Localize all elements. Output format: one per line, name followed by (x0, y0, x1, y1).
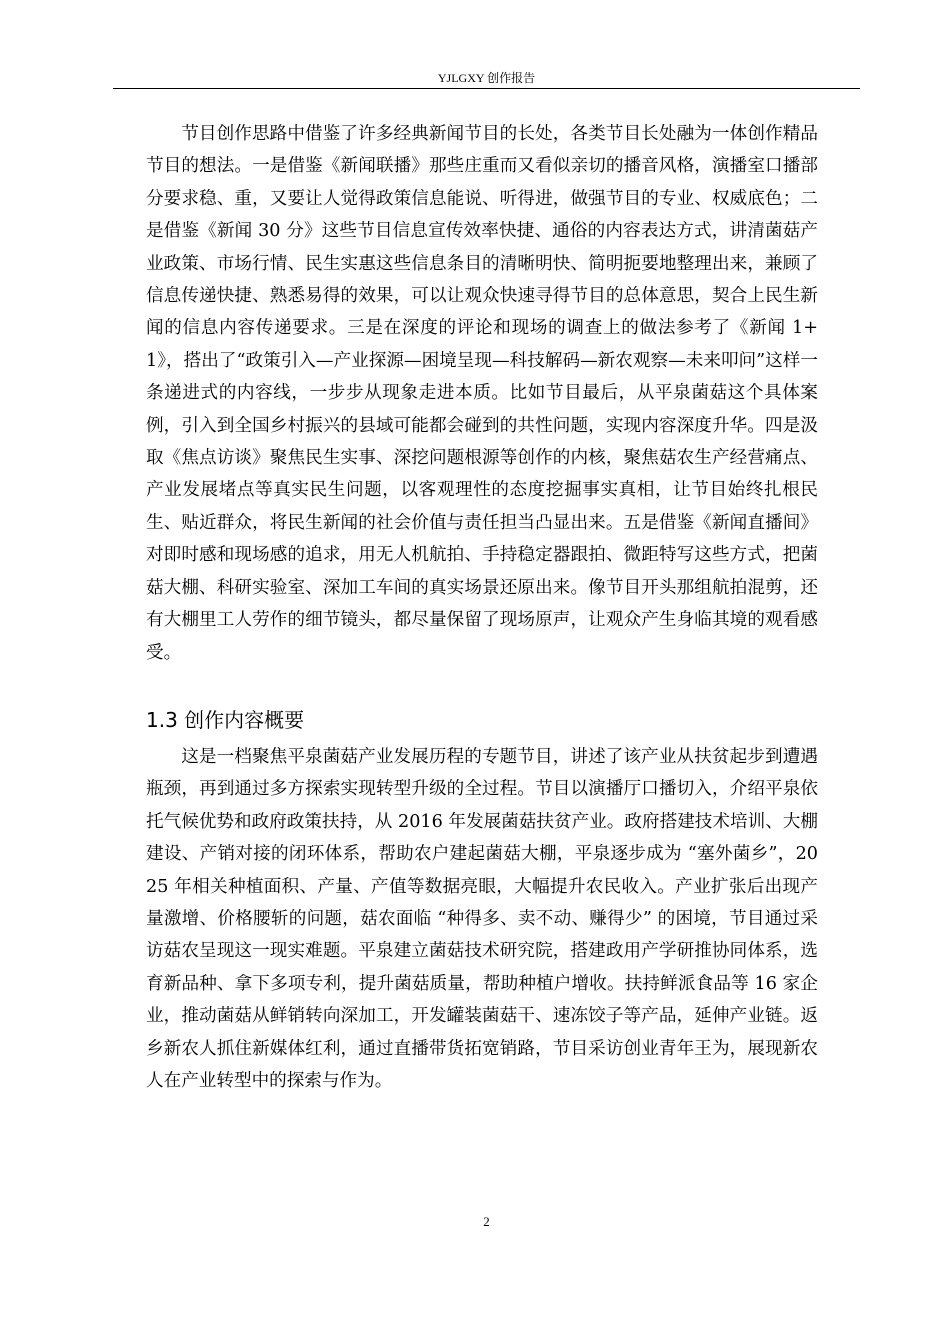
document-body (146, 118, 818, 1097)
page-header: YJLGXY 创作报告 (437, 71, 536, 85)
header-divider (113, 88, 860, 89)
paragraph-creative-approach: 节目创作思路中借鉴了许多经典新闻节目的长处，各类节目长处融为一体创作精品节目的想法。一是借鉴《新闻联播》那些庄重而又看似亲切的播音风格，演播室口播部分要求稳、重，又要让人觉得政策信息能说、听得进，做强节目的专业、权威底色；二是借鉴《新闻 30 分》这些节目信息宣传效率快捷、通俗的内容表达方式，讲清菌菇产业政策、市场行情、民生实惠这些信息条目的清晰明快、简明扼要地整理出来，兼顾了信息传递快捷、熟悉易得的效果，可以让观众快速寻得节目的总体意思，契合上民生新闻的信息内容传递要求。三是在深度的评论和现场的调查上的做法参考了《新闻 1+1》，搭出了“政策引入—产业探源—困境呈现—科技解码—新农观察—未来叩问”这样一条递进式的内容线，一步步从现象走进本质。比如节目最后，从平泉菌菇这个具体案例，引入到全国乡村振兴的县域可能都会碰到的共性问题，实现内容深度升华。四是汲取《焦点访谈》聚焦民生实事、深挖问题根源等创作的内核，聚焦菇农生产经营痛点、产业发展堵点等真实民生问题，以客观理性的态度挖掘事实真相，让节目始终扎根民生、贴近群众，将民生新闻的社会价值与责任担当凸显出来。五是借鉴《新闻直播间》对即时感和现场感的追求，用无人机航拍、手持稳定器跟拍、微距特写这些方式，把菌菇大棚、科研实验室、深加工车间的真实场景还原出来。像节目开头那组航拍混剪，还有大棚里工人劳作的细节镜头，都尽量保留了现场原声，让观众产生身临其境的观看感受。 (146, 124, 818, 663)
section-heading: 1.3 创作内容概要 (146, 707, 305, 732)
paragraph-content-summary: 这是一档聚焦平泉菌菇产业发展历程的专题节目，讲述了该产业从扶贫起步到遭遇瓶颈，再到通过多方探索实现转型升级的全过程。节目以演播厅口播切入，介绍平泉依托气候优势和政府政策扶持，从 2016 年发展菌菇扶贫产业。政府搭建技术培训、大棚建设、产销对接的闭环体系，帮助农户建起菌菇大棚，平泉逐步成为 “塞外菌乡”，2025 年相关种植面积、产量、产值等数据亮眼，大幅提升农民收入。产业扩张后出现产量激增、价格腰斩的问题，菇农面临 “种得多、卖不动、赚得少” 的困境，节目通过采访菇农呈现这一现实难题。平泉建立菌菇技术研究院，搭建政用产学研推协同体系，选育新品种、拿下多项专利，提升菌菇质量，帮助种植户增收。扶持鲜派食品等 16 家企业，推动菌菇从鲜销转向深加工，开发罐装菌菇干、速冻饺子等产品，延伸产业链。返乡新农人抓住新媒体红利，通过直播带货拓宽销路，节目采访创业青年王为，展现新农人在产业转型中的探索与作为。 (146, 746, 818, 1091)
page-number: 2 (483, 1214, 490, 1229)
